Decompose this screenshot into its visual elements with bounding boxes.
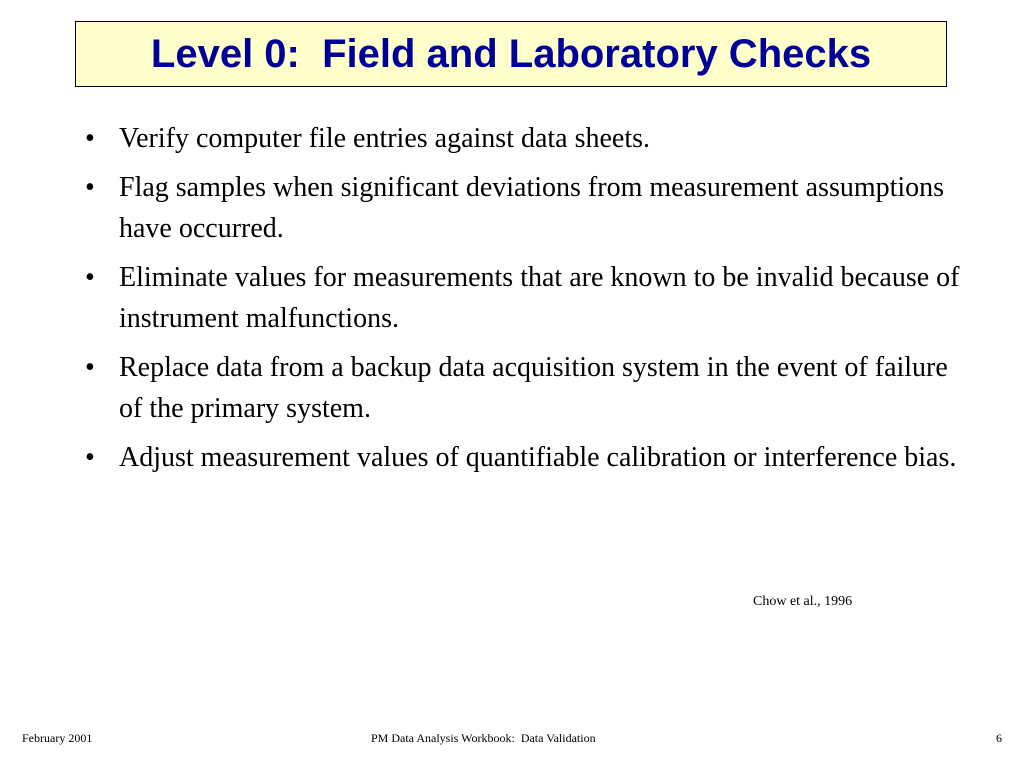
bullet-text: Adjust measurement values of quantifiable calibration or interference bias. [119,442,957,473]
footer-page-number: 6 [996,731,1002,745]
citation: Chow et al., 1996 [753,594,853,609]
bullet-marker: • [85,262,95,293]
footer-workbook-title: PM Data Analysis Workbook: Data Validation [371,731,596,745]
footer-date: February 2001 [22,731,93,745]
bullet-item [85,257,965,339]
bullet-item [85,347,965,429]
slide-title: Level 0: Field and Laboratory Checks [150,31,872,76]
bullet-marker: • [85,172,95,203]
bullet-text: Verify computer file entries against data sheets. [119,123,651,154]
bullet-list [85,118,965,486]
bullet-marker: • [85,123,95,154]
bullet-text: Flag samples when significant deviations from measurement assumptions have occurred. [119,172,945,244]
bullet-item [85,437,965,478]
bullet-text: Replace data from a backup data acquisition system in the event of failure of the primary system. [119,352,948,424]
bullet-item [85,118,965,159]
bullet-text: Eliminate values for measurements that are known to be invalid because of instrument malfunctions. [119,262,960,334]
slide-title-box [75,21,947,87]
bullet-marker: • [85,352,95,383]
bullet-marker: • [85,442,95,473]
bullet-item [85,167,965,249]
